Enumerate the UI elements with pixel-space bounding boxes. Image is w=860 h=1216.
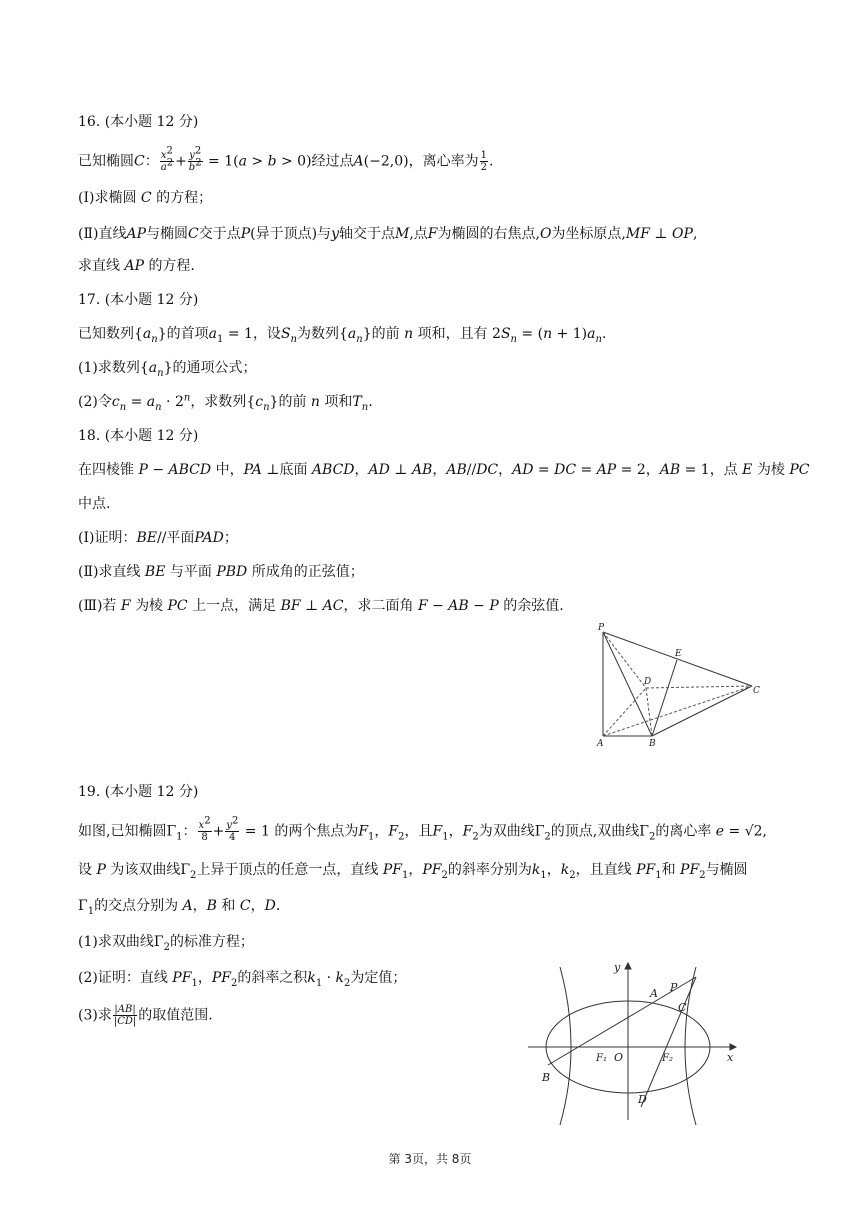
pyramid-label-b: B (649, 739, 656, 749)
q18-statement: 在四棱锥 P − ABCD 中，PA ⊥底面 ABCD，AD ⊥ AB，AB//DC，AD = DC = AP = 2，AB = 1，点 E 为棱 PC (78, 462, 810, 478)
q19-part3: (3)求 $\frac{|AB|}{|CD|}$ 的取值范围. (78, 1004, 213, 1027)
q16-part1: (Ⅰ)求椭圆 C 的方程； (78, 190, 213, 206)
q17-part2: (2)令$c_n = a_n \cdot 2^n$，求数列$\{c_n\}$的前 n 项和$T_n$. (78, 392, 373, 413)
q17-part1: (1)求数列$\{a_n\}$的通项公式； (78, 360, 257, 379)
figure19-label-b: B (542, 1071, 551, 1084)
q18-part1: (Ⅰ)证明：BE//平面PAD； (78, 530, 238, 546)
pyramid-label-d: D (644, 677, 652, 687)
q16-part2-cont: 求直线 AP 的方程. (78, 258, 195, 274)
figure19-label-y: y (614, 961, 621, 974)
q18-part2: (Ⅱ)求直线 BE 与平面 PBD 所成角的正弦值； (78, 564, 364, 580)
q19-statement: 如图,已知椭圆$\Gamma_1$： $\frac{x^2}{8}$ + $\frac{y^2}{4}$ = 1 的两个焦点为$F_1$，$F_2$，且$F_1$，$F_2$为双曲线$\Gamma_2$的顶点,双曲线$\Gamma_2$的离心率 e = √2, (78, 815, 768, 843)
figure19-label-a: A (650, 987, 658, 1000)
q19-part2: (2)证明：直线 $PF_1$，$PF_2$的斜率之积$k_1 \cdot k_2$为定值； (78, 970, 407, 989)
figure19-label-c: C (678, 1001, 687, 1014)
q19-header: 19. (本小题 12 分) (78, 784, 199, 800)
page-footer: 第 3页，共 8页 (388, 1152, 472, 1166)
q16-part2: (Ⅱ)直线AP与椭圆C交于点P(异于顶点)与y轴交于点M,点F为椭圆的右焦点,O为坐标原点,MF ⊥ OP, (78, 226, 698, 242)
figure19-label-p: P (670, 981, 678, 994)
figure19-label-f2: F₂ (662, 1053, 673, 1064)
figure19-label-o: O (614, 1051, 624, 1064)
pyramid-label-p: P (598, 623, 605, 633)
q18-header: 18. (本小题 12 分) (78, 428, 199, 444)
figure19-label-x: x (727, 1051, 734, 1064)
q16-statement-line: 已知椭圆C： $\frac{x^2}{a^2}$ + $\frac{y^2}{b^2}$ = 1(a > b > 0)经过点A(−2,0)，离心率为 $\frac{1}{2}$ . (78, 150, 678, 180)
figure19-label-d: D (638, 1093, 647, 1106)
q17-statement: 已知数列$\{a_n\}$的首项$a_1 = 1$，设$S_n$为数列$\{a_n\}$的前 n 项和，且有 $2S_n = (n + 1)a_n$. (78, 326, 607, 345)
q19-part1: (1)求双曲线$\Gamma_2$的标准方程； (78, 934, 254, 953)
q19-statement-line2: 设 P 为该双曲线$\Gamma_2$上异于顶点的任意一点，直线 $PF_1$，$PF_2$的斜率分别为$k_1$，$k_2$，且直线 $PF_1$和 $PF_2$与椭圆 (78, 862, 748, 881)
pyramid-label-a: A (597, 739, 604, 749)
q16-header: 16. (本小题 12 分) (78, 114, 199, 130)
q18-part3: (Ⅲ)若 F 为棱 PC 上一点，满足 BF ⊥ AC，求二面角 F − AB − P 的余弦值. (78, 598, 564, 614)
pyramid-label-e: E (675, 649, 682, 659)
pyramid-figure (590, 620, 770, 750)
ellipse-hyperbola-figure (520, 955, 750, 1125)
pyramid-label-c: C (753, 686, 760, 696)
q18-statement-cont: 中点. (78, 496, 111, 512)
q19-statement-line3: $\Gamma_1$的交点分别为 A，B 和 C，D. (78, 898, 281, 917)
figure19-label-f1: F₁ (596, 1053, 607, 1064)
q17-header: 17. (本小题 12 分) (78, 292, 199, 308)
